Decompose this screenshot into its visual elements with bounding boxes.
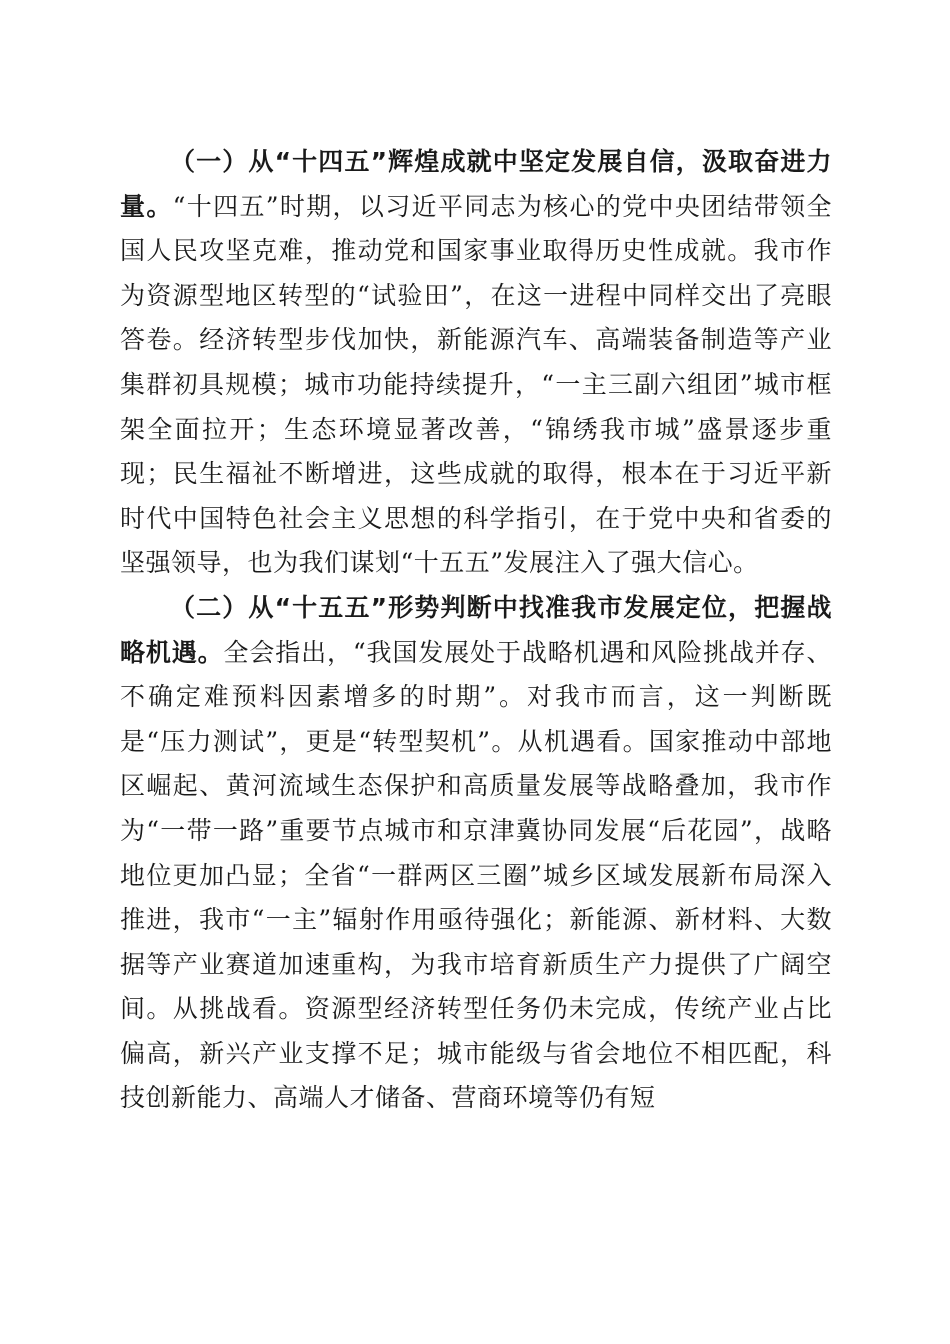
paragraph-one	[120, 140, 832, 586]
paragraph-one-heading: （一）从“十四五”辉煌成就中坚定发展自信，汲取奋进力量。	[120, 147, 832, 221]
paragraph-one-body: “十四五”时期，以习近平同志为核心的党中央团结带领全国人民攻坚克难，推动党和国家事业取得历史性成就。我市作为资源型地区转型的“试验田”，在这一进程中同样交出了亮眼答卷。经济转型步伐加快，新能源汽车、高端装备制造等产业集群初具规模；城市功能持续提升，“一主三副六组团”城市框架全面拉开；生态环境显著改善，“锦绣我市城”盛景逐步重现；民生福祉不断增进，这些成就的取得，根本在于习近平新时代中国特色社会主义思想的科学指引，在于党中央和省委的坚强领导，也为我们谋划“十五五”发展注入了强大信心。	[120, 191, 832, 578]
paragraph-two-body: 全会指出，“我国发展处于战略机遇和风险挑战并存、不确定难预料因素增多的时期”。对我市而言，这一判断既是“压力测试”，更是“转型契机”。从机遇看。国家推动中部地区崛起、黄河流域生态保护和高质量发展等战略叠加，我市作为“一带一路”重要节点城市和京津冀协同发展“后花园”，战略地位更加凸显；全省“一群两区三圈”城乡区域发展新布局深入推进，我市“一主”辐射作用亟待强化；新能源、新材料、大数据等产业赛道加速重构，为我市培育新质生产力提供了广阔空间。从挑战看。资源型经济转型任务仍未完成，传统产业占比偏高，新兴产业支撑不足；城市能级与省会地位不相匹配，科技创新能力、高端人才储备、营商环境等仍有短	[120, 637, 832, 1113]
paragraph-two-heading: （二）从“十五五”形势判断中找准我市发展定位，把握战略机遇。	[120, 592, 832, 667]
document-body	[120, 140, 832, 1121]
paragraph-two	[120, 586, 832, 1121]
